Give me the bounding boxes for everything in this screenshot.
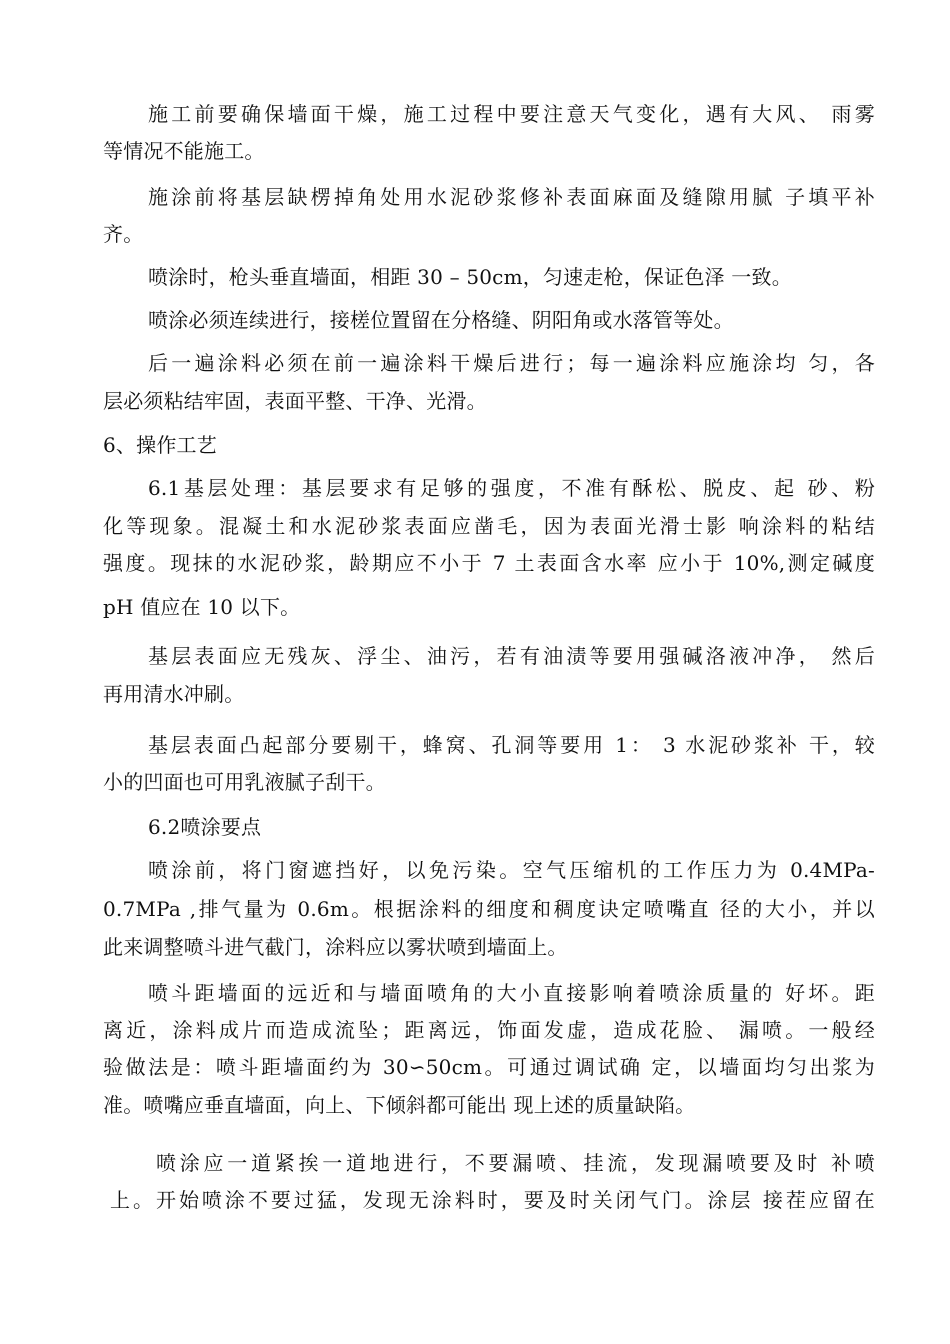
text-line: 基层表面凸起部分要剔干，蜂窝、孔洞等要用 1： 3 水泥砂浆补 干，较 <box>148 733 875 757</box>
text-line: 验做法是：喷斗距墙面约为 30∽50cm。可通过调试确 定，以墙面均匀出浆为 <box>103 1055 875 1079</box>
text-line: 基层表面应无残灰、浮尘、油污，若有油渍等要用强碱洛液冲净， 然后 <box>148 644 875 668</box>
text-line: 施工前要确保墙面干燥，施工过程中要注意天气变化，遇有大风、 雨雾 <box>148 102 875 126</box>
text-line: 喷涂前，将门窗遮挡好，以免污染。空气压缩机的工作压力为 0.4MPa- <box>148 858 875 882</box>
text-line: 喷斗距墙面的远近和与墙面喷角的大小直接影响着喷涂质量的 好坏。距 <box>148 981 875 1005</box>
text-line: 施涂前将基层缺楞掉角处用水泥砂浆修补表面麻面及缝隙用腻 子填平补 <box>148 185 875 209</box>
text-line: 再用清水冲刷。 <box>103 682 245 706</box>
text-line: 上。开始喷涂不要过猛，发现无涂料时，要及时关闭气门。涂层 接茬应留在 <box>110 1188 875 1212</box>
text-line: 准。喷嘴应垂直墙面，向上、下倾斜都可能出 现上述的质量缺陷。 <box>103 1093 696 1117</box>
text-line: 小的凹面也可用乳液腻子刮干。 <box>103 770 386 794</box>
text-line: 喷涂应一道紧挨一道地进行，不要漏喷、挂流，发现漏喷要及时 补喷 <box>156 1151 875 1175</box>
text-line: 齐。 <box>103 222 144 246</box>
text-line: 0.7MPa ,排气量为 0.6m。根据涂料的细度和稠度诀定喷嘴直 径的大小，并以 <box>103 897 875 921</box>
text-line: pH 值应在 10 以下。 <box>103 595 301 619</box>
text-line: 此来调整喷斗进气截门，涂料应以雾状喷到墙面上。 <box>103 935 568 959</box>
subsection-heading: 6.2喷涂要点 <box>148 815 262 839</box>
section-heading: 6、操作工艺 <box>103 433 217 457</box>
text-line: 化等现象。混凝土和水泥砂浆表面应凿毛，因为表面光滑士影 响涂料的粘结 <box>103 514 875 538</box>
text-line: 强度。现抹的水泥砂浆，龄期应不小于 7 土表面含水率 应小于 10%,测定碱度 <box>103 551 875 575</box>
text-line: 离近，涂料成片而造成流坠；距离远，饰面发虚，造成花脸、 漏喷。一般经 <box>103 1018 875 1042</box>
text-line: 6.1基层处理：基层要求有足够的强度，不准有酥松、脱皮、起 砂、粉 <box>148 476 875 500</box>
text-line: 层必须粘结牢固，表面平整、干净、光滑。 <box>103 389 487 413</box>
text-line: 等情况不能施工。 <box>103 139 265 163</box>
text-line: 喷涂时，枪头垂直墙面，相距 30 – 50cm，匀速走枪，保证色泽 一致。 <box>148 265 792 289</box>
text-line: 喷涂必须连续进行，接槎位置留在分格缝、阴阳角或水落管等处。 <box>148 308 734 332</box>
text-line: 后一遍涂料必须在前一遍涂料干燥后进行；每一遍涂料应施涂均 匀，各 <box>148 351 875 375</box>
